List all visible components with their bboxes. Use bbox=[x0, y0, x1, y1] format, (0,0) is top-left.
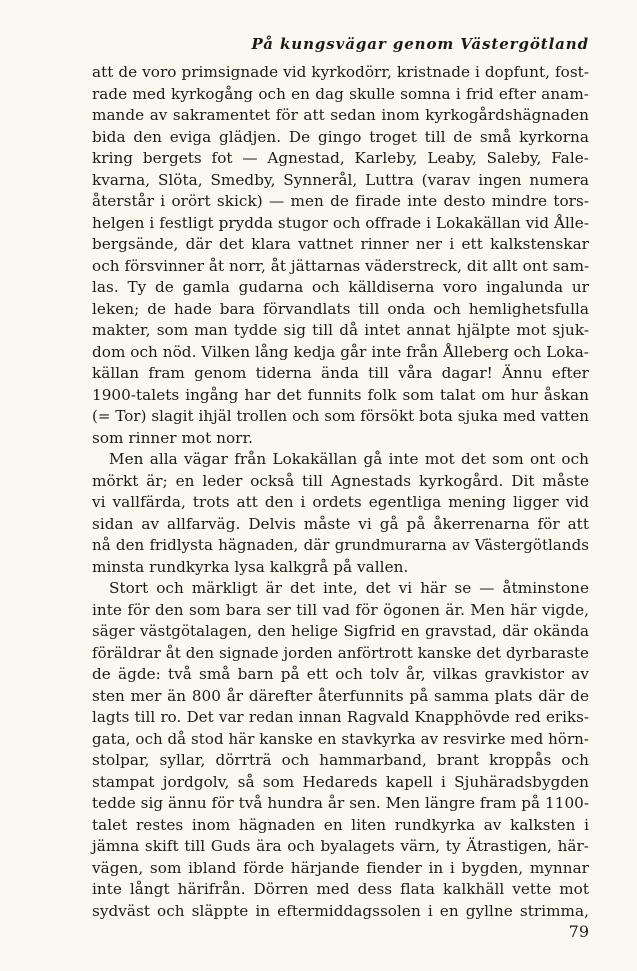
text-line: återstår i orört skick) — men de firade inte desto mindre tors- bbox=[92, 192, 589, 210]
text-line: mande av sakramentet för att sedan inom kyrkogårdshägnaden bbox=[92, 106, 589, 124]
text-line: gata, och då stod här kanske en stavkyrka av resvirke med hörn- bbox=[92, 729, 589, 748]
text-line: 1900-talets ingång har det funnits folk som talat om hur åskan bbox=[92, 385, 589, 404]
text-line: mörkt är; en leder också till Agnestads kyrkogård. Dit måste bbox=[92, 471, 589, 490]
text-line: källan fram genom tiderna ända till våra dagar! Ännu efter bbox=[92, 364, 589, 382]
text-line: stolpar, syllar, dörrträ och hammarband, brant kroppås och bbox=[92, 751, 589, 769]
text-line: sidan av allfarväg. Delvis måste vi gå på åkerrenarna för att bbox=[92, 514, 589, 533]
text-line: kvarna, Slöta, Smedby, Synnerål, Luttra (varav ingen numera bbox=[92, 170, 589, 189]
text-line: bergsände, där det klara vattnet rinner ner i ett kalkstenskar bbox=[92, 235, 589, 253]
text-line: Stort och märkligt är det inte, det vi här se — åtminstone bbox=[109, 579, 589, 597]
text-line: inte för den som bara ser till vad för ögonen är. Men här vigde, bbox=[92, 600, 589, 619]
text-line: de ägde: två små barn på ett och tolv år, vilkas gravkistor av bbox=[92, 665, 589, 683]
running-head: På kungsvägar genom Västergötland bbox=[251, 35, 589, 53]
text-line: (= Tor) slagit ihjäl trollen och som försökt bota sjuka med vatten bbox=[92, 407, 589, 425]
text-line: minsta rundkyrka lysa kalkgrå på vallen. bbox=[92, 557, 409, 576]
text-line: som rinner mot norr. bbox=[92, 428, 254, 447]
text-line: bida den eviga glädjen. De gingo troget till de små kyrkorna bbox=[92, 127, 589, 146]
text-line: sten mer än 800 år därefter återfunnits på samma plats där de bbox=[92, 686, 589, 705]
text-line: nå den fridlysta hägnaden, där grundmurarna av Västergötlands bbox=[92, 536, 589, 554]
text-line: sydväst och släppte in eftermiddagssolen i en gyllne strimma, bbox=[92, 901, 589, 920]
text-line: las. Ty de gamla gudarna och källdiserna voro ingalunda ur bbox=[92, 278, 589, 296]
text-line: dom och nöd. Vilken lång kedja går inte från Ålleberg och Loka- bbox=[92, 342, 589, 361]
text-line: inte långt härifrån. Dörren med dess flata kalkhäll vette mot bbox=[92, 880, 589, 898]
text-line: Men alla vägar från Lokakällan gå inte mot det som ont och bbox=[109, 450, 589, 468]
text-line: vi vallfärda, trots att den i ordets egentliga mening ligger vid bbox=[92, 493, 589, 511]
text-line: makter, som man tydde sig till då intet annat hjälpte mot sjuk- bbox=[92, 321, 589, 339]
text-line: talet restes inom hägnaden en liten rundkyrka av kalksten i bbox=[92, 815, 589, 834]
text-line: vägen, som ibland förde härjande fiender in i bygden, mynnar bbox=[92, 858, 589, 877]
body-text bbox=[92, 62, 589, 922]
text-line: att de voro primsignade vid kyrkodörr, kristnade i dopfunt, fost- bbox=[92, 63, 589, 81]
text-line: föräldrar åt den signade jorden anförtrott kanske det dyrbaraste bbox=[92, 643, 589, 662]
text-line: och försvinner åt norr, åt jättarnas väderstreck, dit allt ont sam- bbox=[92, 256, 590, 275]
text-line: stampat jordgolv, så som Hedareds kapell i Sjuhäradsbygden bbox=[92, 772, 589, 791]
text-line: lagts till ro. Det var redan innan Ragvald Knapphövde red eriks- bbox=[92, 708, 589, 726]
text-line: rade med kyrkogång och en dag skulle somna i frid efter anam- bbox=[92, 84, 589, 103]
text-line: leken; de hade bara förvandlats till onda och hemlighetsfulla bbox=[92, 299, 589, 318]
page-number: 79 bbox=[568, 922, 589, 941]
text-line: kring bergets fot — Agnestad, Karleby, Leaby, Saleby, Fale- bbox=[92, 149, 589, 167]
text-line: tedde sig ännu för två hundra år sen. Men längre fram på 1100- bbox=[92, 794, 590, 812]
text-line: säger västgötalagen, den helige Sigfrid en gravstad, där okända bbox=[92, 622, 589, 640]
text-line: helgen i festligt prydda stugor och offrade i Lokakällan vid Ålle- bbox=[92, 213, 589, 232]
text-line: jämna skift till Guds ära och byalagets värn, ty Ätrastigen, här- bbox=[92, 837, 589, 855]
